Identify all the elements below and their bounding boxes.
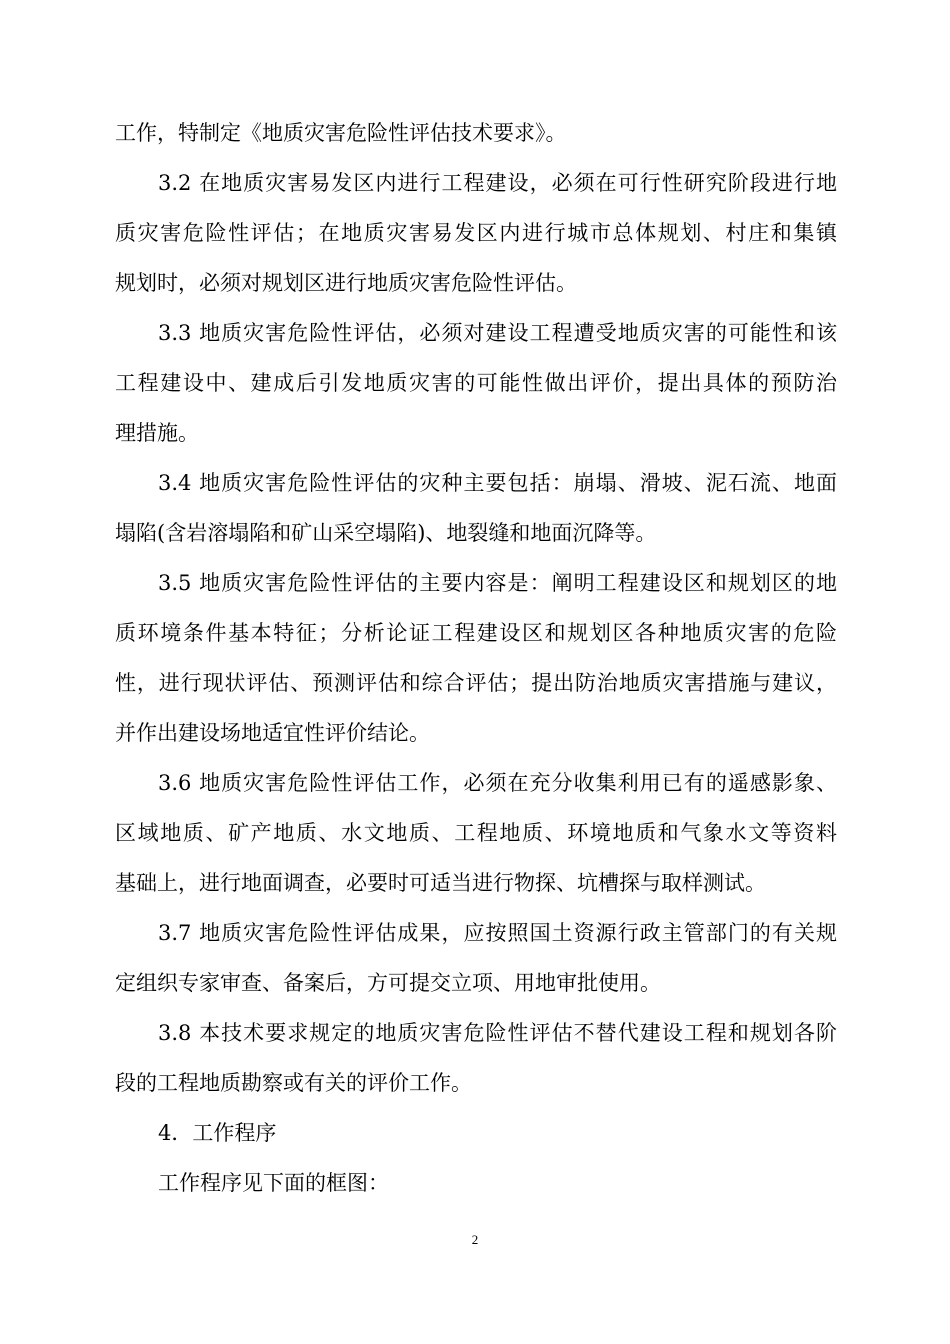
text-line: 工作程序见下面的框图： [158,1171,389,1195]
text-line: 定组织专家审查、备案后，方可提交立项、用地审批使用。 [115,971,661,995]
text-line: 质灾害危险性评估；在地质灾害易发区内进行城市总体规划、村庄和集镇 [115,221,837,245]
text-line: 3.5 地质灾害危险性评估的主要内容是：阐明工程建设区和规划区的地 [158,571,837,595]
section-heading: 4．工作程序 [158,1121,277,1145]
text-line: 3.8 本技术要求规定的地质灾害危险性评估不替代建设工程和规划各阶 [158,1021,837,1045]
text-line: 塌陷(含岩溶塌陷和矿山采空塌陷)、地裂缝和地面沉降等。 [115,521,657,545]
text-line: 规划时，必须对规划区进行地质灾害危险性评估。 [115,271,577,295]
page-number: 2 [471,1232,479,1247]
text-line: 3.6 地质灾害危险性评估工作，必须在充分收集利用已有的遥感影象、 [158,771,837,795]
text-line: 质环境条件基本特征；分析论证工程建设区和规划区各种地质灾害的危险 [115,621,837,645]
text-line: 3.4 地质灾害危险性评估的灾种主要包括：崩塌、滑坡、泥石流、地面 [158,471,837,495]
text-line: 基础上，进行地面调查，必要时可适当进行物探、坑槽探与取样测试。 [115,871,766,895]
text-line: 区域地质、矿产地质、水文地质、工程地质、环境地质和气象水文等资料 [115,821,837,845]
text-line: 3.3 地质灾害危险性评估，必须对建设工程遭受地质灾害的可能性和该 [158,321,837,345]
text-line: 并作出建设场地适宜性评价结论。 [115,721,430,745]
text-line: 性，进行现状评估、预测评估和综合评估；提出防治地质灾害措施与建议， [115,671,837,695]
text-line: 3.7 地质灾害危险性评估成果，应按照国土资源行政主管部门的有关规 [158,921,837,945]
text-line: 工程建设中、建成后引发地质灾害的可能性做出评价，提出具体的预防治 [115,371,837,395]
text-line: 3.2 在地质灾害易发区内进行工程建设，必须在可行性研究阶段进行地 [158,171,837,195]
text-line: 工作，特制定《地质灾害危险性评估技术要求》。 [115,121,567,145]
text-line: 理措施。 [115,421,199,445]
text-line: 段的工程地质勘察或有关的评价工作。 [115,1071,472,1095]
